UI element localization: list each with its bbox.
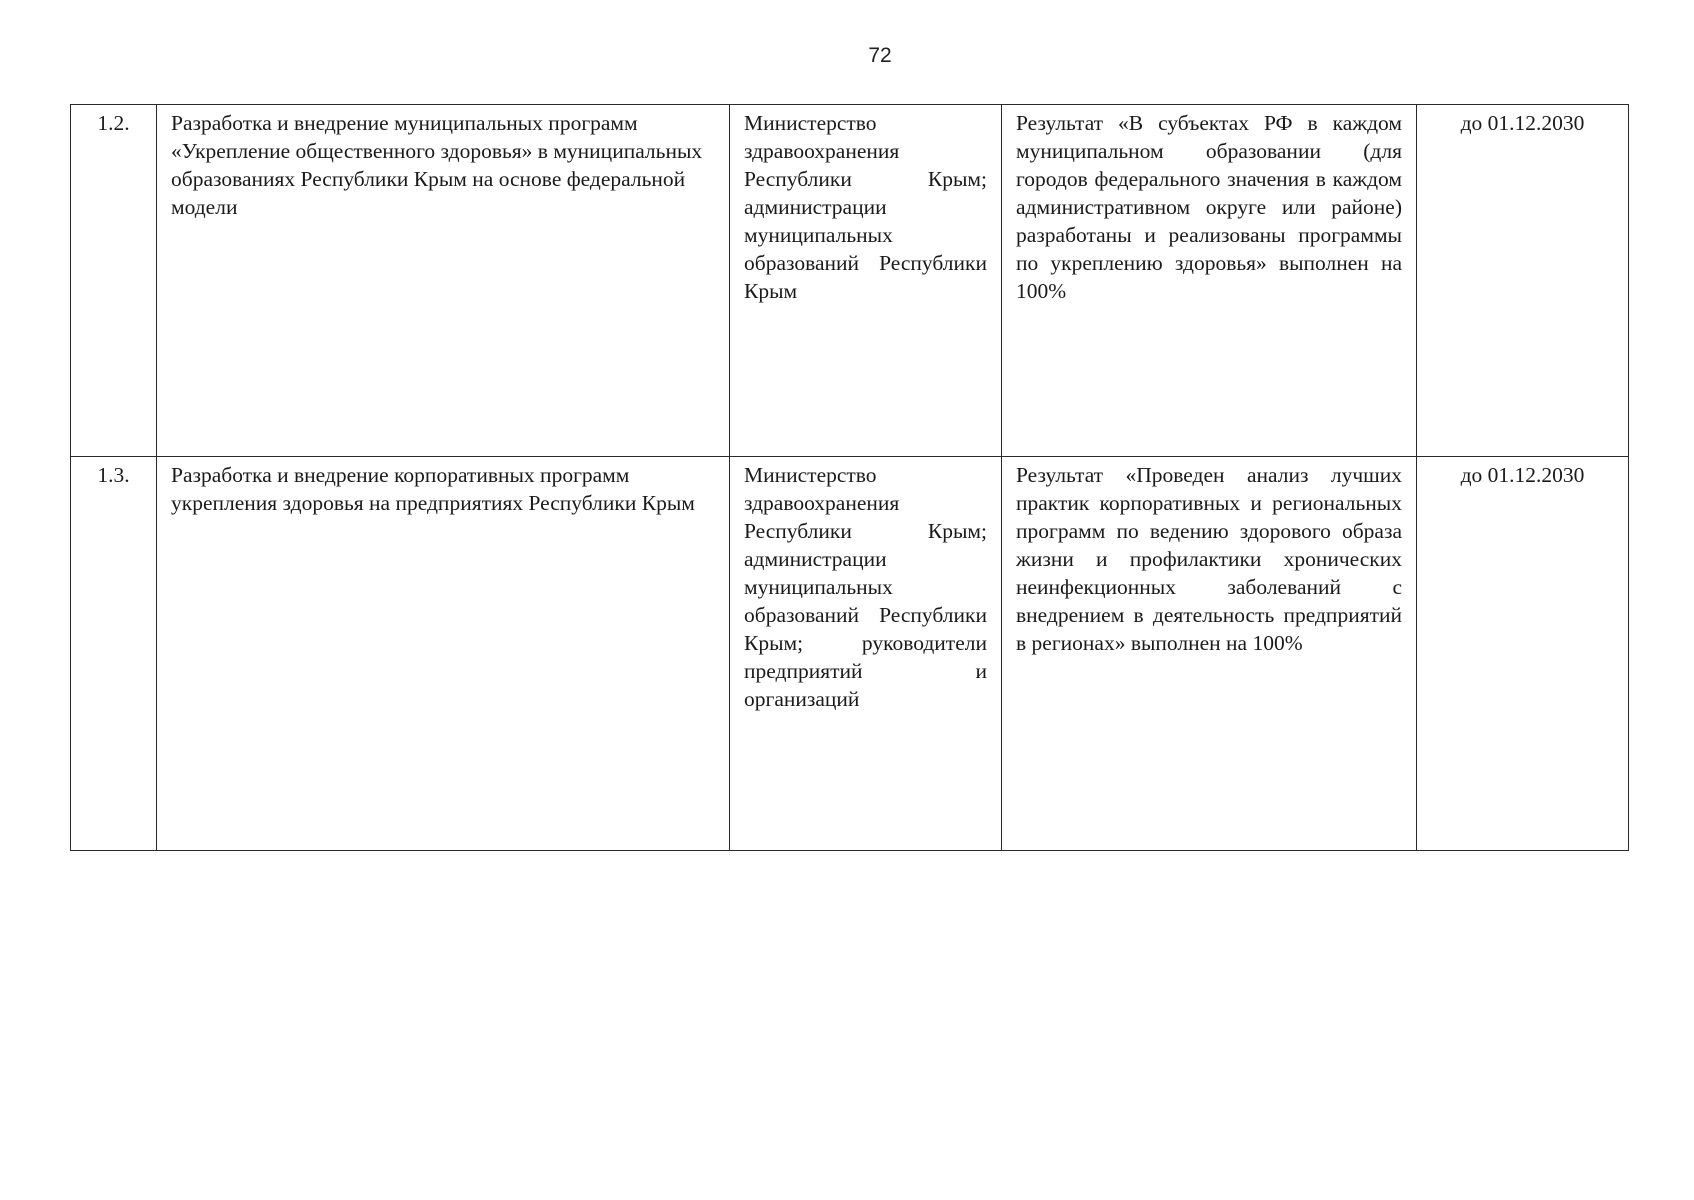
result-cell: Результат «В субъектах РФ в каждом муниципальном образовании (для городов федерального значения в каждом административном округе или районе) разработаны и реализованы программы по укреплению здоровья» выполнен на 100% [1002, 105, 1417, 457]
page-number: 72 [868, 44, 892, 67]
row-number-cell: 1.2. [71, 105, 157, 457]
result-cell: Результат «Проведен анализ лучших практик корпоративных и региональных программ по ведению здорового образа жизни и профилактики хронических неинфекционных заболеваний с внедрением в деятельность предприятий в регионах» выполнен на 100% [1002, 457, 1417, 851]
row-number-cell: 1.3. [71, 457, 157, 851]
executors-cell: Министерство здравоохранения Республики Крым; администрации муниципальных образований Республики Крым; руководители предприятий и организаций [730, 457, 1002, 851]
executors-cell: Министерство здравоохранения Республики Крым; администрации муниципальных образований Республики Крым [730, 105, 1002, 457]
table-row [71, 457, 1629, 851]
deadline-cell: до 01.12.2030 [1417, 105, 1629, 457]
measures-table [70, 104, 1629, 851]
action-cell: Разработка и внедрение муниципальных программ «Укрепление общественного здоровья» в муниципальных образованиях Республики Крым на основе федеральной модели [157, 105, 730, 457]
action-cell: Разработка и внедрение корпоративных программ укрепления здоровья на предприятиях Республики Крым [157, 457, 730, 851]
table-row [71, 105, 1629, 457]
deadline-cell: до 01.12.2030 [1417, 457, 1629, 851]
